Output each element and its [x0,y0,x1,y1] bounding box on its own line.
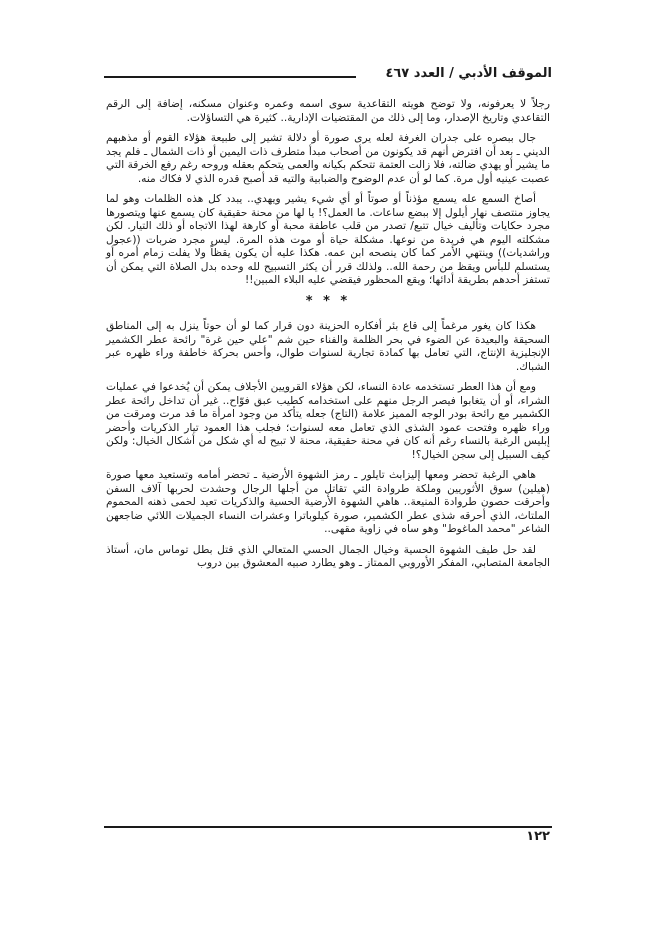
paragraph-2: جال ببصره على جدران الغرفة لعله يرى صورة أو دلالة تشير إلى طبيعة هؤلاء القوم أو مذهبهم الديني ـ بعد أن افترض أنهم قد يكونون من أصحاب مبدأ متطرف ذات اليمين أو ذات الشمال ـ فلم يجد ما يشير أو يهدي ضالته، فلا زالت العتمة تتحكم بكيانه والعمى يتحكم بعقله وروحه رغم رفع الخرقة التي عصبت عينيه أول مرة. كما لو أن عدم الوضوح والضبابية والتيه قد أصبح قدره الذي لا فكاك منه. [106,132,550,185]
page-number: ١٢٢ [526,829,550,844]
paragraph-5: ومع أن هذا العطر تستخدمه عادة النساء، لكن هؤلاء القرويين الأجلاف يمكن أن يُخدعوا في عمليات الشراء، أو أن يتغابوا فيصر الرجل منهم على استخدامه كطيب عبق فوّاح.. غير أن تداخل رائحة عطر الكشمير مع رائحة بودر الوجه المميز علامة (التاج) جعله يتأكد من وجود امرأة ما قد مرت ومرقت من وراء ظهره وفتحت عمود الشذى الذي تعامل معه لسنوات؛ فجلب هذا العمود تيار الذكريات وأحضر إبليس الرغبة بالنساء رغم أنه كان في محنة حقيقية، محنة لا تبيح له أي شكل من أشكال الخيال: ولكن كيف السبيل إلى سجن الخيال؟! [106,381,550,461]
paragraph-4: هكذا كان يغور مرغماً إلى قاع بئر أفكاره الحزينة دون قرار كما لو أن حوتاً ينزل به إلى المناطق السحيقة والبعيدة عن الضوء في بحر الظلمة والفناء حين شم "علي حين غرة" رائحة عطر الكشمير الإنجليزية الإنتاج، التي تعامل بها كمادة تجارية لسنوات طوال، وأحس بحركة خاطفة وراء ظهره عبر الشباك. [106,320,550,373]
section-separator: * * * [305,293,351,309]
journal-issue-title: الموقف الأدبي / العدد ٤٦٧ [385,66,552,81]
paragraph-3: أصاخ السمع عله يسمع مؤذناً أو صوتاً أو أي شيء يشير ويهدي.. يبدد كل هذه الظلمات وهو لما يجاوز منتصف نهار أيلول إلا ببضع ساعات. ما العمل؟! يا لها من محنة حقيقية كان يسمع عنها ويتصورها مجرد حكايات وتأليف خيال تتبع/ تصدر من قلب عاطفة محبة أو كارهة لهذا الاتجاه أو ذلك التيار. لكن مشكلته اليوم هي فريدة من نوعها. مشكلة حياة أو موت هذه المرة. ليس مجرد ضربات ((عجول وراشديات)) وينتهي الأمر كما كان ينصحه ابن عمه. هكذا عليه أن يكون يقظاً ولا يفلت زمام أمره أو يستسلم للبأس ويقظ من رحمة الله.. ولذلك قرر أن يكثر التسبيح لله وحده بدل الصلاة التي يمكن أن تستفز أحدهم بطريقة أدائها؛ ويقع المحظور فيقضي عليه البلاء المبين!! [106,193,550,286]
footer-rule [104,826,552,828]
article-body [106,98,550,578]
paragraph-7: لقد حل طيف الشهوة الحسية وخيال الجمال الحسي المتعالي الذي قتل بطل توماس مان، أستاذ الجامعة المتصابي، المفكر الأوروبي الممتاز ـ وهو يطارد صبيه المعشوق بين دروب [106,543,550,569]
paragraph-6: هاهي الرغبة تحضر ومعها إليزابث تايلور ـ رمز الشهوة الأرضية ـ تحضر أمامه وتستعيد معها صورة (هيلين) سوق الأثوريين وملكة طروادة التي تقاتل من أجلها الرجال وحشدت لحربها آلاف السفن وأحرقت حصون طروادة المنيعة.. هاهي الشهوة الأرضية الحسية والذكريات تعيد لحمى ذهنه المحموم الملتاث، الذي أحرقه شذى عطر الكشمير، صورة كيلوباترا وعشرات النساء الجميلات اللائي ضاجعهن الشاعر "محمد الماغوط" وهو ساه في زاوية مقهى.. [106,469,550,535]
running-header [104,64,552,86]
header-rule [104,76,356,78]
paragraph-1: رجلاً لا يعرفونه، ولا توضح هويته التقاعدية سوى اسمه وعمره وعنوان مسكنه، إضافة إلى الرقم التقاعدي وتاريخ الإصدار، وما إلى ذلك من المقتضيات الإدارية.. كثيرة هي التساؤلات. [106,98,550,124]
